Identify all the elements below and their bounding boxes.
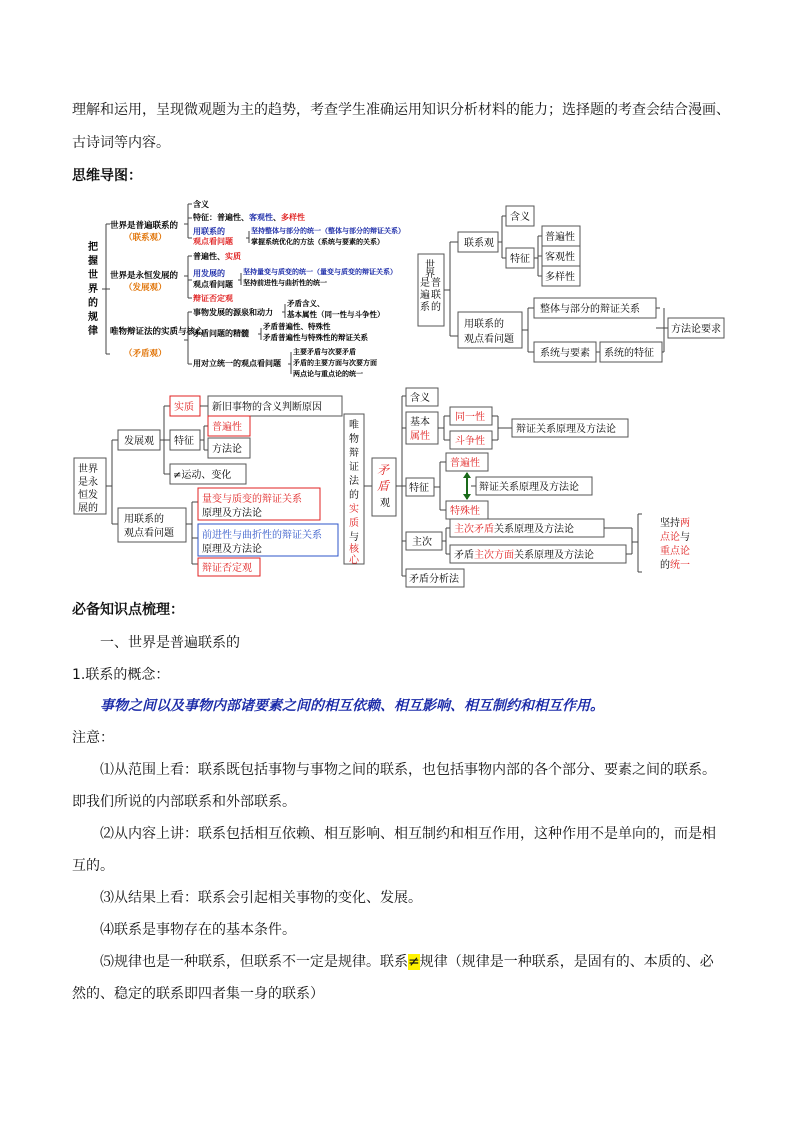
map3-fangfa: 方法论 xyxy=(212,444,242,455)
note-1b: 即我们所说的内部联系和外部联系。 xyxy=(72,794,296,810)
map2-root-5: 联 xyxy=(431,290,441,301)
sec1-title: 一、世界是普遍联系的 xyxy=(100,635,240,651)
map2-xitong-tz: 系统的特征 xyxy=(604,348,654,359)
map4-jianchi-6: 统一 xyxy=(670,560,690,571)
not-equal-sign: ≠ xyxy=(408,954,420,970)
map4-bianzheng1: 辩证关系原理及方法论 xyxy=(516,424,616,435)
map4-teshu: 特殊性 xyxy=(450,506,480,517)
map3-root-0: 世界 xyxy=(78,464,98,475)
map4-fangmian-rest: 关系原理及方法论 xyxy=(514,550,594,561)
map1-b3-c3-l3: 两点论与重点论的统一 xyxy=(293,370,363,378)
map4-tezheng: 特征 xyxy=(409,483,429,494)
map2-yong-1: 观点看问题 xyxy=(464,334,514,345)
map4-fangmian-pre: 矛盾 xyxy=(454,550,474,561)
map3-yong-0: 用联系的 xyxy=(124,514,164,525)
map4-shuxing-b: 属性 xyxy=(410,431,430,442)
intro-line-1: 理解和运用，呈现微观题为主的趋势，考查学生准确运用知识分析材料的能力；选择题的考查会结合漫画、 xyxy=(72,102,730,118)
note-4: ⑷联系是事物存在的基本条件。 xyxy=(100,922,296,938)
map2-root-4: 遍 xyxy=(420,290,430,301)
map1-b3-c2: 矛盾问题的精髓 xyxy=(193,329,249,338)
map2-keguan: 客观性 xyxy=(545,252,575,263)
definition-text: 事物之间以及事物内部诸要素之间的相互依赖、相互影响、相互制约和相互作用。 xyxy=(100,698,604,714)
map2-duoyang: 多样性 xyxy=(545,272,575,283)
map3-liang-a: 量变与质变的辩证关系 xyxy=(202,494,302,505)
map1-root-1: 握 xyxy=(88,256,98,267)
map4-root-red2-1: 心 xyxy=(349,555,359,566)
map4-jianchi-5: 的 xyxy=(660,560,670,571)
map1-root-2: 世 xyxy=(88,270,98,281)
map2-pubian: 普遍性 xyxy=(545,232,575,243)
map3-root-3: 展的 xyxy=(78,503,98,514)
map1-b3-tag: （矛盾观） xyxy=(124,349,167,359)
map1-b3-c3-l2: 矛盾的主要方面与次要方面 xyxy=(293,359,377,367)
note-1a: ⑴从范围上看：联系既包括事物与事物之间的联系，也包括事物内部的各个部分、要素之间的联系。 xyxy=(100,762,716,778)
map2-zhengti: 整体与部分的辩证关系 xyxy=(540,304,640,315)
map4-root-mid-0: 与 xyxy=(349,532,359,543)
note-5a-text: ⑸规律也是一种联系，但联系不一定是规律。联系 xyxy=(100,954,408,970)
svg-text:特征：普遍性、客观性、多样性 xyxy=(193,212,305,222)
map4-root-red-0: 实 xyxy=(349,504,359,515)
svg-text:的统一 xyxy=(660,558,690,571)
map4-zhuyao-rest: 关系原理及方法论 xyxy=(494,524,574,535)
map4-root-1: 物 xyxy=(349,434,359,445)
sec1-subtitle: 1.联系的概念： xyxy=(72,667,170,683)
map4-shuxing-a: 基本 xyxy=(410,417,430,428)
map4-douzheng: 斗争性 xyxy=(455,436,485,447)
map1-b1-c3-b: 观点看问题 xyxy=(193,237,233,246)
map4-maodun-1: 盾 xyxy=(377,479,390,493)
map2-root-0: 世 xyxy=(425,260,435,271)
svg-text:点论与 xyxy=(660,530,690,543)
map3-pubian: 普遍性 xyxy=(212,422,242,433)
map4-jianchi-3: 与 xyxy=(680,532,690,543)
map4-maodun-2: 观 xyxy=(380,498,390,509)
map1-b3-c1-l1: 矛盾含义、 xyxy=(287,299,325,308)
map4-jianchi-4: 重点论 xyxy=(660,546,690,557)
map3-fazhanguan: 发展观 xyxy=(124,436,154,447)
map3-liang-b: 原理及方法论 xyxy=(202,508,262,519)
map1-b2-tag: （发展观） xyxy=(124,283,167,293)
map1-b1-c2-pre: 特征：普遍性、 xyxy=(193,213,249,222)
note-2b: 互的。 xyxy=(72,858,114,874)
map2-yong-0: 用联系的 xyxy=(464,319,504,330)
map3-root-1: 是永 xyxy=(78,477,98,488)
map4-zhuci: 主次 xyxy=(412,537,432,548)
map4-bianzheng2: 辩证关系原理及方法论 xyxy=(479,482,579,493)
map4-jianchi-2: 点论 xyxy=(660,532,680,543)
map1-b1-c1: 含义 xyxy=(193,200,209,209)
map1-b1-tag: （联系观） xyxy=(124,233,167,243)
mindmap-fazhan xyxy=(72,392,352,578)
map4-jianchi-1: 两 xyxy=(680,518,690,529)
map3-qian-a: 前进性与曲折性的辩证关系 xyxy=(202,530,322,541)
map1-b3-label: 唯物辩证法的实质与核心 xyxy=(110,327,204,337)
svg-text:普遍性、实质 xyxy=(193,251,241,261)
map2-root-1: 界 xyxy=(425,269,435,280)
note-5a xyxy=(100,952,714,972)
svg-text:重点论 xyxy=(660,544,690,557)
map4-hanyi: 含义 xyxy=(410,393,430,404)
map3-shizhi-d: 新旧事物的含义判断原因 xyxy=(212,402,322,413)
map4-fangmian-red: 主次方面 xyxy=(474,550,514,561)
map4-fenxifa: 矛盾分析法 xyxy=(409,574,459,585)
map1-b3-c1: 事物发展的源泉和动力 xyxy=(193,308,273,317)
map1-b2-c2-b: 观点看问题 xyxy=(193,280,233,289)
mindmap-heading: 思维导图： xyxy=(72,168,142,184)
map1-root-0: 把 xyxy=(88,242,98,253)
map1-b2-label: 世界是永恒发展的 xyxy=(110,271,179,281)
mindmap-lianxi xyxy=(414,194,728,380)
map2-tezheng: 特征 xyxy=(510,254,530,265)
map1-b1-label: 世界是普遍联系的 xyxy=(110,221,179,231)
map3-fouding: 辩证否定观 xyxy=(202,563,252,574)
map1-b2-c2-a: 用发展的 xyxy=(193,269,225,278)
map4-root-5: 的 xyxy=(349,490,359,501)
map1-b2-c3: 辩证否定观 xyxy=(193,294,233,303)
map1-root-3: 界 xyxy=(88,284,98,295)
map3-shizhi: 实质 xyxy=(174,402,194,413)
note-5c: 然的、稳定的联系即四者集一身的联系） xyxy=(72,986,324,1002)
map3-tezheng: 特征 xyxy=(174,436,194,447)
map1-b3-c2-l1: 矛盾普遍性、特殊性 xyxy=(263,322,331,331)
map4-root-3: 证 xyxy=(349,462,359,473)
map1-b2-c2-l1: 坚持量变与质变的统一（量变与质变的辩证关系） xyxy=(243,268,397,276)
map4-root-4: 法 xyxy=(349,476,359,487)
map1-root-5: 规 xyxy=(88,312,98,323)
map2-xitong: 系统与要素 xyxy=(540,348,590,359)
mindmap-overview xyxy=(80,194,410,380)
svg-text:主次矛盾关系原理及方法论 xyxy=(454,522,574,535)
intro-line-2: 古诗词等内容。 xyxy=(72,135,170,151)
map2-root-7: 的 xyxy=(431,302,441,313)
map1-b3-c1-l2: 基本属性（同一性与斗争性） xyxy=(287,310,385,319)
note-label: 注意： xyxy=(72,730,114,746)
map1-root-6: 律 xyxy=(88,326,98,337)
map3-yundong: ≠运动、变化 xyxy=(173,470,232,481)
map1-b1-c2-red: 客观性 xyxy=(249,213,273,222)
map1-b1-c3-l2: 掌握系统优化的方法（系统与要素的关系） xyxy=(251,238,384,246)
map4-tongyi: 同一性 xyxy=(455,412,485,423)
map2-root-3: 普 xyxy=(431,278,441,289)
map1-b1-c3-a: 用联系的 xyxy=(193,227,225,236)
map1-b2-c1-red: 实质 xyxy=(225,252,241,261)
map4-root-0: 唯 xyxy=(349,420,359,431)
map1-b2-c1-pre: 普遍性、 xyxy=(193,252,225,261)
section-heading: 必备知识点梳理： xyxy=(72,602,184,618)
map3-qian-b: 原理及方法论 xyxy=(202,544,262,555)
map1-b3-c2-l2: 矛盾普遍性与特殊性的辩证关系 xyxy=(263,333,368,342)
map1-b1-c2-sep: 、 xyxy=(273,213,281,222)
map2-root-2: 是 xyxy=(420,278,430,289)
map2-hanyi: 含义 xyxy=(510,212,530,223)
svg-text:坚持两 xyxy=(660,516,690,529)
map4-root-2: 辩 xyxy=(349,448,359,459)
map4-root-red2-0: 核 xyxy=(349,544,359,555)
svg-text:矛盾主次方面关系原理及方法论 xyxy=(454,548,594,561)
map1-b3-c3: 用对立统一的观点看问题 xyxy=(193,359,281,368)
map1-root-4: 的 xyxy=(88,298,98,309)
map4-root-red-1: 质 xyxy=(349,518,359,529)
map2-root-6: 系 xyxy=(420,302,430,313)
map4-zhuyao-red: 主次矛盾 xyxy=(454,524,494,535)
note-2a: ⑵从内容上讲：联系包括相互依赖、相互影响、相互制约和相互作用，这种作用不是单向的，而是相 xyxy=(100,826,716,842)
map2-lianxiguan: 联系观 xyxy=(464,238,494,249)
map4-maodun-0: 矛 xyxy=(377,463,390,477)
map3-root-2: 恒发 xyxy=(78,490,98,501)
map2-fangfa: 方法论要求 xyxy=(671,324,721,335)
map1-b3-c3-l1: 主要矛盾与次要矛盾 xyxy=(293,348,356,356)
note-3: ⑶从结果上看：联系会引起相关事物的变化、发展。 xyxy=(100,890,422,906)
map3-yong-1: 观点看问题 xyxy=(124,528,174,539)
map4-pubian: 普遍性 xyxy=(450,458,480,469)
map1-b1-c2-red2: 多样性 xyxy=(281,213,305,222)
note-5b-text: 规律（规律是一种联系，是固有的、本质的、必 xyxy=(419,954,714,970)
map4-jianchi-0: 坚持 xyxy=(660,518,680,529)
map1-b2-c2-l2: 坚持前进性与曲折性的统一 xyxy=(243,279,327,287)
map1-b1-c3-l1: 坚持整体与部分的统一（整体与部分的辩证关系） xyxy=(251,227,405,235)
mindmap-maodun xyxy=(342,386,704,588)
